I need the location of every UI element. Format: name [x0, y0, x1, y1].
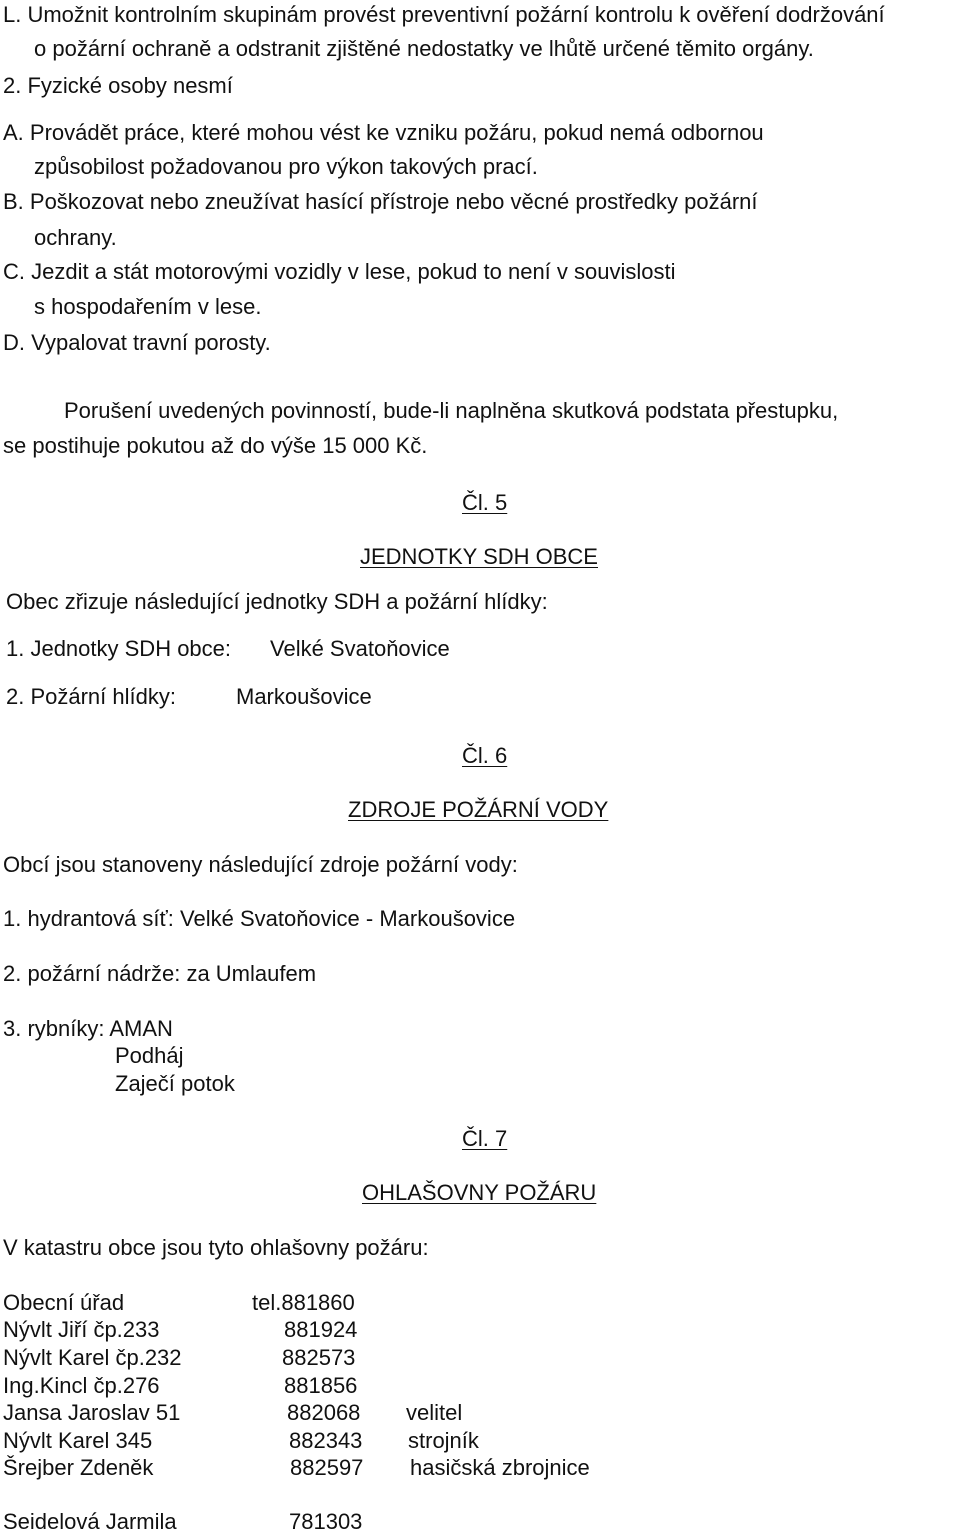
- article-number: Čl. 6: [462, 743, 508, 768]
- contact-tel: 882597: [290, 1455, 364, 1480]
- list-line: způsobilost požadovanou pro výkon takových prací.: [34, 154, 538, 179]
- contact-name: Nývlt Karel čp.232: [3, 1345, 182, 1370]
- water-source: 1. hydrantová síť: Velké Svatoňovice - Markoušovice: [3, 906, 516, 931]
- contact-name: Nývlt Jiří čp.233: [3, 1317, 160, 1342]
- list-line: s hospodařením v lese.: [34, 294, 262, 319]
- list-line: o požární ochraně a odstranit zjištěné nedostatky ve lhůtě určené těmito orgány.: [34, 36, 814, 61]
- article-title: ZDROJE POŽÁRNÍ VODY: [348, 797, 609, 822]
- contact-name: Nývlt Karel 345: [3, 1428, 153, 1453]
- unit-label: 1. Jednotky SDH obce:: [6, 636, 232, 661]
- contact-role: strojník: [408, 1428, 479, 1453]
- list-line: 2. Fyzické osoby nesmí: [3, 73, 233, 98]
- list-line: A. Provádět práce, které mohou vést ke vzniku požáru, pokud nemá odbornou: [3, 120, 764, 145]
- contact-tel: 881924: [284, 1317, 358, 1342]
- unit-label: 2. Požární hlídky:: [6, 684, 176, 709]
- contact-tel: 882343: [289, 1428, 363, 1453]
- contact-role: velitel: [406, 1400, 463, 1425]
- contact-tel: 881856: [284, 1373, 358, 1398]
- list-line: ochrany.: [34, 225, 117, 250]
- water-source: 3. rybníky: AMAN: [3, 1016, 173, 1041]
- contact-tel: 781303: [289, 1509, 363, 1534]
- list-line: B. Poškozovat nebo zneužívat hasící přístroje nebo věcné prostředky požární: [3, 189, 758, 214]
- unit-value: Markoušovice: [236, 684, 372, 709]
- list-line: C. Jezdit a stát motorovými vozidly v lese, pokud to není v souvislosti: [3, 259, 676, 284]
- article-title: OHLAŠOVNY POŽÁRU: [362, 1180, 597, 1205]
- penalty-line: Porušení uvedených povinností, bude-li naplněna skutková podstata přestupku,: [64, 398, 839, 423]
- water-source: 2. požární nádrže: za Umlaufem: [3, 961, 317, 986]
- article-number: Čl. 5: [462, 490, 508, 515]
- contact-name: Ing.Kincl čp.276: [3, 1373, 160, 1398]
- contact-tel: tel.881860: [252, 1290, 355, 1315]
- article-title: JEDNOTKY SDH OBCE: [360, 544, 598, 569]
- article-intro: V katastru obce jsou tyto ohlašovny požáru:: [3, 1235, 429, 1260]
- contact-tel: 882573: [282, 1345, 356, 1370]
- article-intro: Obec zřizuje následující jednotky SDH a požární hlídky:: [6, 589, 548, 614]
- contact-name: Šrejber Zdeněk: [3, 1455, 154, 1480]
- pond-name: Podháj: [115, 1043, 184, 1068]
- contact-name: Obecní úřad: [3, 1290, 125, 1315]
- contact-role: hasičská zbrojnice: [410, 1455, 590, 1480]
- article-number: Čl. 7: [462, 1126, 508, 1151]
- pond-name: Zaječí potok: [115, 1071, 235, 1096]
- list-line: D. Vypalovat travní porosty.: [3, 330, 271, 355]
- contact-tel: 882068: [287, 1400, 361, 1425]
- article-intro: Obcí jsou stanoveny následující zdroje požární vody:: [3, 852, 518, 877]
- contact-name: Jansa Jaroslav 51: [3, 1400, 181, 1425]
- penalty-line: se postihuje pokutou až do výše 15 000 Kč.: [3, 433, 428, 458]
- list-line: L. Umožnit kontrolním skupinám provést preventivní požární kontrolu k ověření dodržování: [3, 2, 885, 27]
- contact-name: Seidelová Jarmila: [3, 1509, 177, 1534]
- unit-value: Velké Svatoňovice: [270, 636, 450, 661]
